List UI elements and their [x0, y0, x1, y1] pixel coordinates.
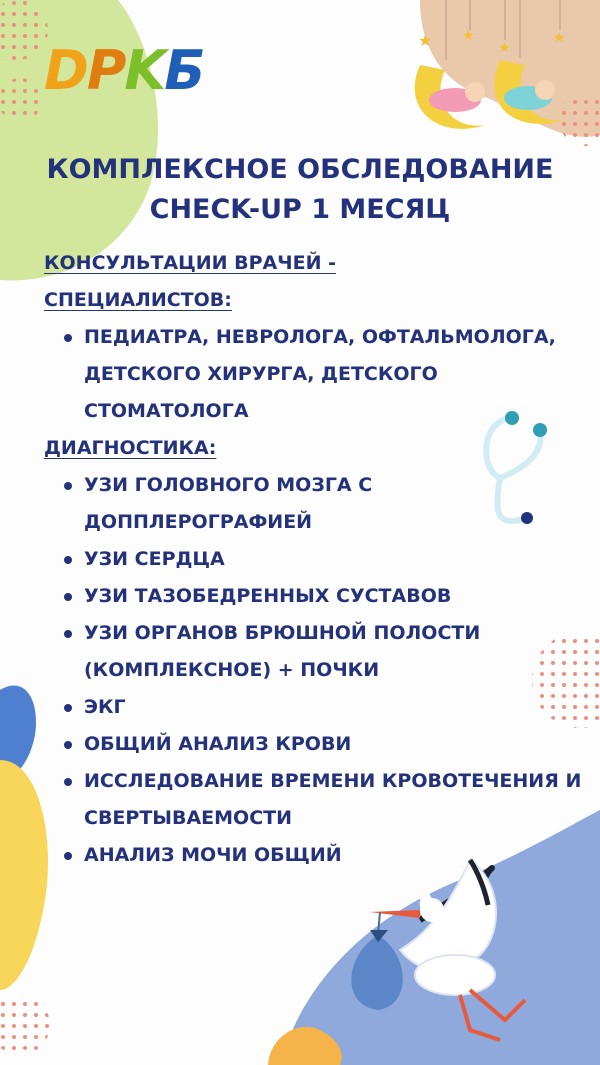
- list-item: УЗИ ТАЗОБЕДРЕННЫХ СУСТАВОВ: [84, 578, 584, 615]
- checkup-content: [44, 245, 584, 874]
- title-line-1: КОМПЛЕКСНОЕ ОБСЛЕДОВАНИЕ: [46, 154, 554, 185]
- dots-bottom-left: [0, 995, 50, 1055]
- svg-text:★: ★: [462, 28, 475, 44]
- yellow-blob-left: [0, 760, 48, 990]
- diagnostics-heading: ДИАГНОСТИКА:: [44, 437, 217, 459]
- consultations-heading: КОНСУЛЬТАЦИИ ВРАЧЕЙ - СПЕЦИАЛИСТОВ:: [44, 252, 336, 311]
- svg-text:★: ★: [418, 31, 433, 50]
- list-item: ЭКГ: [84, 689, 584, 726]
- list-item: АНАЛИЗ МОЧИ ОБЩИЙ: [84, 837, 584, 874]
- title-line-2: CHECK-UP 1 МЕСЯЦ: [149, 194, 451, 225]
- list-item: УЗИ ОРГАНОВ БРЮШНОЙ ПОЛОСТИ (КОМПЛЕКСНОЕ) + ПОЧКИ: [84, 615, 584, 689]
- logo-letter-b: Б: [164, 39, 204, 102]
- clinic-logo: [44, 39, 204, 102]
- consultations-list: [44, 319, 584, 430]
- svg-text:★: ★: [498, 40, 511, 56]
- list-item: УЗИ СЕРДЦА: [84, 541, 584, 578]
- logo-letter-d: D: [44, 39, 87, 102]
- list-item: ОБЩИЙ АНАЛИЗ КРОВИ: [84, 726, 584, 763]
- list-item: УЗИ ГОЛОВНОГО МОЗГА С ДОППЛЕРОГРАФИЕЙ: [84, 467, 584, 541]
- list-item: ПЕДИАТРА, НЕВРОЛОГА, ОФТАЛЬМОЛОГА, ДЕТСКОГО ХИРУРГА, ДЕТСКОГО СТОМАТОЛОГА: [84, 319, 584, 430]
- svg-text:★: ★: [553, 30, 566, 46]
- list-item: ИССЛЕДОВАНИЕ ВРЕМЕНИ КРОВОТЕЧЕНИЯ И СВЕРТЫВАЕМОСТИ: [84, 763, 584, 837]
- logo-letter-k: K: [124, 39, 165, 102]
- diagnostics-list: [44, 467, 584, 874]
- page-title: [0, 150, 600, 230]
- logo-letter-p: P: [86, 39, 125, 102]
